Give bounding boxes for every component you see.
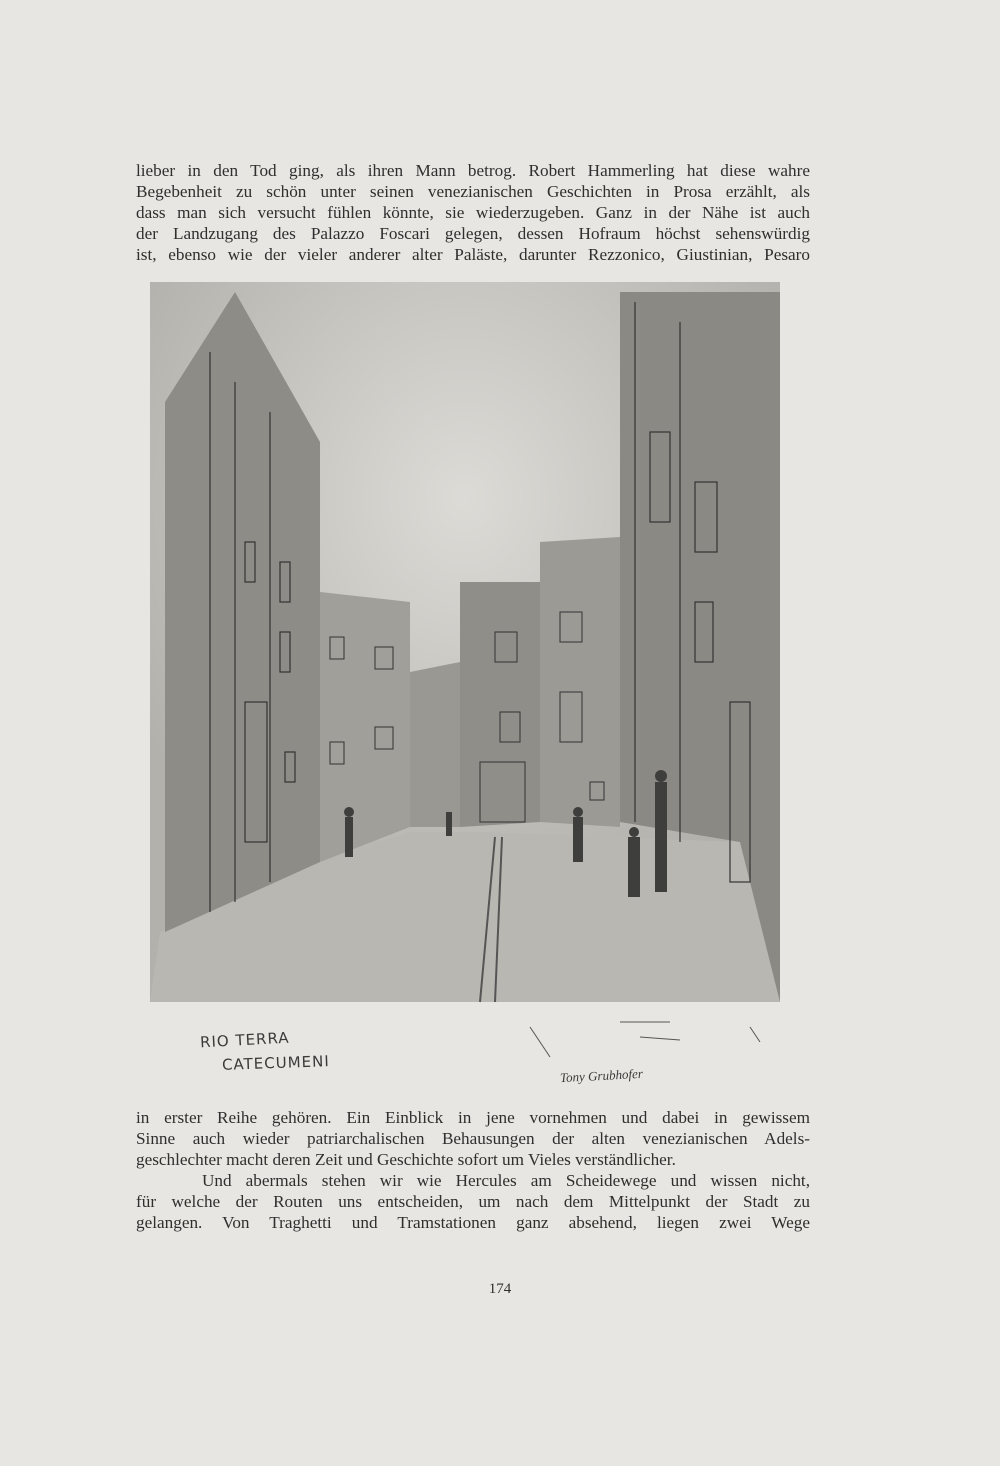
text-line: der Landzugang des Palazzo Foscari gelegen, dessen Hofraum höchst sehenswürdig [136,224,810,243]
illustration-caption-line-2: CATECUMENI [221,1052,331,1074]
page-number: 174 [488,1281,512,1297]
text-line: Begebenheit zu schön unter seinen venezianischen Geschichten in Prosa erzählt, als [136,182,810,201]
text-line: geschlechter macht deren Zeit und Geschichte sofort um Vieles verständlicher. [136,1150,676,1169]
artist-signature: Tony Grubhofer [559,1065,644,1086]
text-line: Sinne auch wieder patriarchalischen Behausungen der alten venezianischen Adels- [136,1129,810,1148]
text-line: ist, ebenso wie der vieler anderer alter Paläste, darunter Rezzonico, Giustinian, Pesaro [136,245,810,264]
text-line: für welche der Routen uns entscheiden, um nach dem Mittelpunkt der Stadt zu [136,1192,810,1211]
text-line: dass man sich versucht fühlen könnte, sie wiederzugeben. Ganz in der Nähe ist auch [136,203,810,222]
illustration-caption-line-1: RIO TERRA [199,1028,290,1052]
street-illustration [150,282,780,1102]
text-line: lieber in den Tod ging, als ihren Mann betrog. Robert Hammerling hat diese wahre [136,161,810,180]
paragraph-bottom [136,1107,810,1233]
text-line: gelangen. Von Traghetti und Tramstationen ganz absehend, liegen zwei Wege [136,1213,810,1232]
text-line: in erster Reihe gehören. Ein Einblick in jene vornehmen und dabei in gewissem [136,1108,810,1127]
paragraph-top [136,160,810,265]
text-line: Und abermals stehen wir wie Hercules am Scheidewege und wissen nicht, [202,1171,810,1190]
